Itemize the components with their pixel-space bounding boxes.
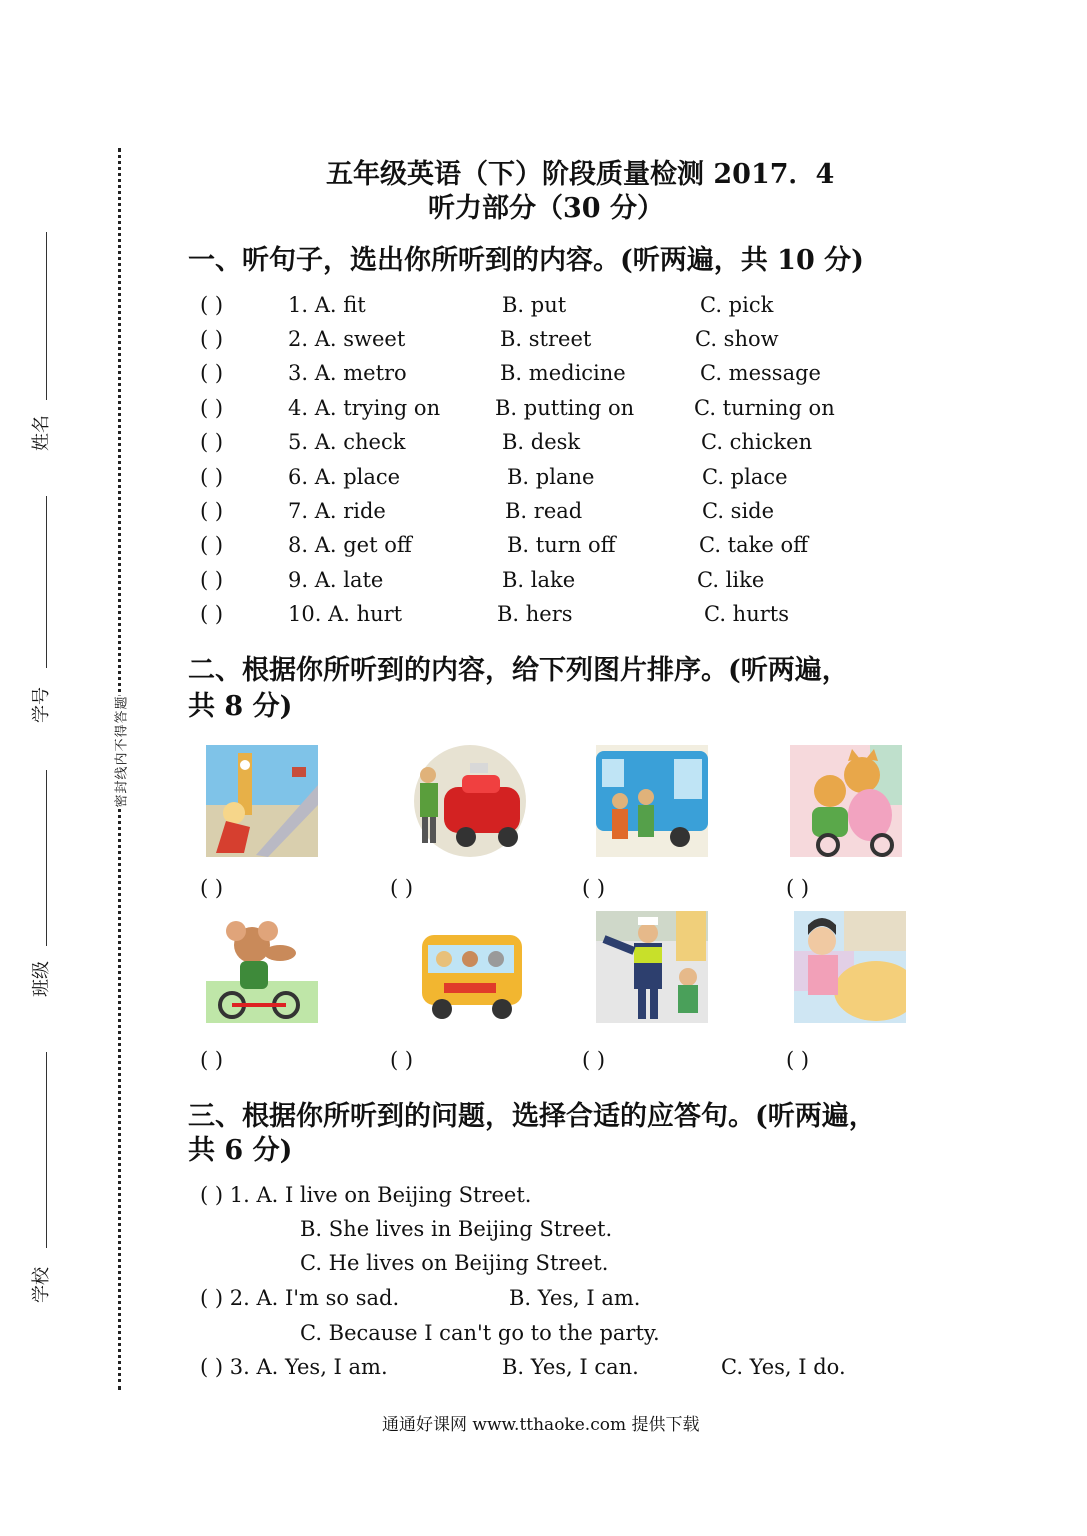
answer-paren[interactable]: ( )	[200, 602, 224, 626]
option-b: B. plane	[507, 465, 595, 489]
option-a: 2. A. sweet	[288, 327, 406, 351]
answer-paren[interactable]: ( )	[786, 876, 810, 900]
q2-option-a: ( ) 2. A. I'm so sad.	[200, 1286, 400, 1310]
option-c: C. hurts	[704, 602, 789, 626]
answer-paren[interactable]: ( )	[200, 327, 224, 351]
traffic-police-and-child-picture	[596, 911, 708, 1023]
option-c: C. take off	[699, 533, 809, 557]
option-a: 3. A. metro	[288, 361, 407, 385]
list-item	[200, 602, 223, 626]
q2-option-b: B. Yes, I am.	[509, 1286, 641, 1310]
option-b: B. putting on	[495, 396, 635, 420]
list-item	[200, 293, 223, 317]
q1-option-b: B. She lives in Beijing Street.	[300, 1217, 613, 1241]
people-boarding-bus-picture	[596, 745, 708, 857]
option-c: C. like	[697, 568, 765, 592]
option-b: B. desk	[502, 430, 581, 454]
q1-option-c: C. He lives on Beijing Street.	[300, 1251, 609, 1275]
section3-heading-line1: 三、根据你所听到的问题，选择合适的应答句。(听两遍，	[188, 1101, 876, 1132]
name-label: 姓名	[31, 415, 52, 451]
option-c: C. place	[702, 465, 788, 489]
name-line	[46, 232, 47, 400]
section1-heading: 一、听句子，选出你所听到的内容。(听两遍，共 10 分)	[188, 245, 864, 276]
answer-paren[interactable]: ( )	[200, 430, 224, 454]
list-item	[200, 465, 223, 489]
option-a: 8. A. get off	[288, 533, 412, 557]
q3-option-b: B. Yes, I can.	[502, 1355, 639, 1379]
answer-paren[interactable]: ( )	[200, 396, 224, 420]
cats-riding-bike-picture	[790, 745, 902, 857]
mouse-riding-bike-picture	[206, 911, 318, 1023]
option-a: 1. A. fit	[288, 293, 366, 317]
option-b: B. lake	[502, 568, 576, 592]
answer-paren[interactable]: ( )	[200, 361, 224, 385]
option-c: C. show	[695, 327, 779, 351]
option-a: 4. A. trying on	[288, 396, 441, 420]
q3-option-c: C. Yes, I do.	[721, 1355, 846, 1379]
school-label: 学校	[31, 1267, 52, 1303]
q2-option-c: C. Because I can't go to the party.	[300, 1321, 660, 1345]
page-title: 五年级英语（下）阶段质量检测 2017．4	[326, 159, 835, 190]
section3-heading-line2: 共 6 分)	[188, 1135, 293, 1166]
option-a: 9. A. late	[288, 568, 384, 592]
answer-paren[interactable]: ( )	[200, 876, 224, 900]
list-item	[200, 533, 223, 557]
option-c: C. side	[702, 499, 775, 523]
list-item	[200, 396, 223, 420]
seal-text: 密封线内不得答题	[111, 695, 130, 807]
list-item	[200, 327, 223, 351]
option-b: B. read	[505, 499, 583, 523]
sick-girl-in-bed-picture	[794, 911, 906, 1023]
class-label: 班级	[31, 961, 52, 997]
page-subtitle: 听力部分（30 分）	[428, 193, 664, 224]
footer-text: 通通好课网 www.tthaoke.com 提供下载	[382, 1415, 700, 1435]
option-c: C. pick	[700, 293, 774, 317]
boy-taking-taxi-picture	[414, 745, 526, 857]
option-a: 10. A. hurt	[288, 602, 403, 626]
section2-heading-line1: 二、根据你所听到的内容，给下列图片排序。(听两遍，	[188, 655, 849, 686]
option-a: 5. A. check	[288, 430, 406, 454]
option-b: B. hers	[497, 602, 573, 626]
answer-paren[interactable]: ( )	[390, 1048, 414, 1072]
list-item	[200, 568, 223, 592]
list-item	[200, 361, 223, 385]
list-item	[200, 430, 223, 454]
id-line	[46, 496, 47, 668]
option-b: B. street	[500, 327, 592, 351]
answer-paren[interactable]: ( )	[200, 293, 224, 317]
answer-paren[interactable]: ( )	[390, 876, 414, 900]
answer-paren[interactable]: ( )	[200, 499, 224, 523]
animals-in-school-bus-picture	[414, 911, 526, 1023]
q3-option-a: ( ) 3. A. Yes, I am.	[200, 1355, 388, 1379]
option-b: B. turn off	[507, 533, 616, 557]
id-label: 学号	[31, 687, 52, 723]
option-c: C. turning on	[694, 396, 835, 420]
girl-running-on-stairs-picture	[206, 745, 318, 857]
option-c: C. chicken	[701, 430, 813, 454]
answer-paren[interactable]: ( )	[200, 568, 224, 592]
answer-paren[interactable]: ( )	[200, 533, 224, 557]
answer-paren[interactable]: ( )	[200, 465, 224, 489]
answer-paren[interactable]: ( )	[786, 1048, 810, 1072]
school-line	[46, 1052, 47, 1248]
answer-paren[interactable]: ( )	[200, 1048, 224, 1072]
q1-option-a: ( ) 1. A. I live on Beijing Street.	[200, 1183, 532, 1207]
answer-paren[interactable]: ( )	[582, 876, 606, 900]
class-line	[46, 770, 47, 946]
answer-paren[interactable]: ( )	[582, 1048, 606, 1072]
option-b: B. put	[502, 293, 567, 317]
option-b: B. medicine	[500, 361, 626, 385]
option-a: 7. A. ride	[288, 499, 386, 523]
option-c: C. message	[700, 361, 821, 385]
list-item	[200, 499, 223, 523]
option-a: 6. A. place	[288, 465, 401, 489]
section2-heading-line2: 共 8 分)	[188, 691, 293, 722]
